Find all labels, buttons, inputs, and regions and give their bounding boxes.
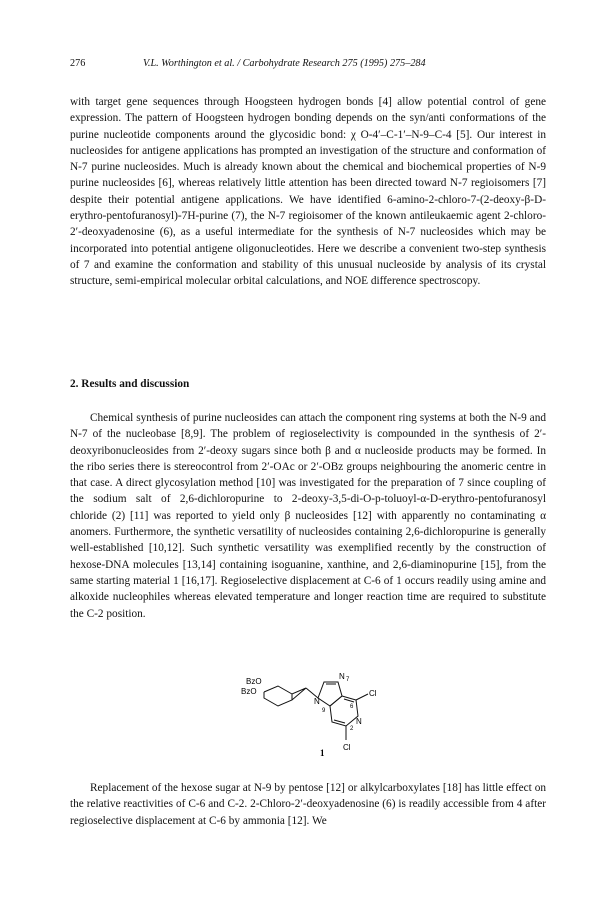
n9-number: 9 (322, 708, 326, 714)
paragraph-intro: with target gene sequences through Hoogsteen hydrogen bonds [4] allow potential control of gene expression. The pattern of Hoogsteen hydrogen bonding depends on the syn/anti conformations of the purine nucleotide components around the glycosidic bond: χ O-4′–C-1′–N-9–C-4 [5]. Our interest in nucleosides for antigene applications has prompted an investigation of the structure and conformation of N-7 purine nucleosides. Much is already known about the chemical and biochemical properties of N-9 purine nucleosides [6], whereas relatively little attention has been directed toward N-7 regioisomers [7] despite their potential antigene applications. We have identified 6-amino-2-chloro-7-(2-deoxy-β-D-erythro-pentofuranosyl)-7H-purine (7), the N-7 regioisomer of the known antileukaemic agent 2-chloro-2′-deoxyadenosine (6), as a useful intermediate for the synthesis of N-7 nucleosides which may be incorporated into potential antigene oligonucleotides. Here we describe a convenient two-step synthesis of 7 and examine the conformation and stability of this unusual nucleoside by analysis of its crystal structure, semi-empirical molecular orbital calculations, and NOE difference spectroscopy. (70, 96, 546, 288)
c2-number: 2 (350, 726, 354, 732)
imidazole-ring (318, 682, 342, 706)
n7-label: N (339, 672, 345, 681)
pyrimidine-ring (330, 696, 358, 726)
hexose-ring (264, 686, 306, 706)
n7-number: 7 (346, 677, 350, 683)
n9-label: N (314, 697, 320, 706)
paragraph-replacement: Replacement of the hexose sugar at N-9 by pentose [12] or alkylcarboxylates [18] has little effect on the relative reactivities of C-6 and C-2. 2-Chloro-2′-deoxyadenosine (6) is readily accessible from 4 after regioselective displacement at C-6 by ammonia [12]. We (70, 782, 546, 827)
page-number: 276 (70, 58, 86, 69)
compound-label: 1 (320, 748, 325, 758)
section-heading: 2. Results and discussion (70, 378, 190, 390)
c6-number: 6 (350, 704, 354, 710)
running-title: V.L. Worthington et al. / Carbohydrate Research 275 (1995) 275–284 (143, 58, 426, 69)
cl6-label: Cl (369, 689, 377, 698)
cl2-label: Cl (343, 743, 351, 752)
paragraph-results: Chemical synthesis of purine nucleosides can attach the component ring systems at both the N-9 and N-7 of the nucleobase [8,9]. The problem of regioselectivity is compounded in the synthesis of 2′-deoxyribonucleosides from 2′-deoxy sugars since both β and α nucleoside products may be formed. In the ribo series there is stereocontrol from 2′-OAc or 2′-OBz groups neighbouring the anomeric centre in that case. A direct glycosylation method [10] was investigated for the preparation of 7 since coupling of the sodium salt of 2,6-dichloropurine to 2-deoxy-3,5-di-O-p-toluoyl-α-D-erythro-pentofuranosyl chloride (2) [11] was reported to yield only β nucleosides [12] with apparently no contaminating α anomers. Furthermore, the synthetic versatility of nucleosides containing 2,6-dichloropurine is generally well-established [10,12]. Such synthetic versatility was exemplified recently by the construction of hexose-DNA molecules [13,14] containing isoguanine, xanthine, and 2,6-diaminopurine [15], from the same starting material 1 [16,17]. Regioselective displacement at C-6 of 1 occurs readily using amine and alkoxide nucleophiles whereas elevated temperature and longer reaction time are required to substitute the C-2 position. (70, 412, 546, 620)
n3-label: N (356, 717, 362, 726)
chemical-structure-1 (226, 668, 386, 768)
bzo-top-label: BzO (246, 677, 262, 686)
bzo-bottom-label: BzO (241, 687, 257, 696)
running-header (70, 58, 546, 74)
